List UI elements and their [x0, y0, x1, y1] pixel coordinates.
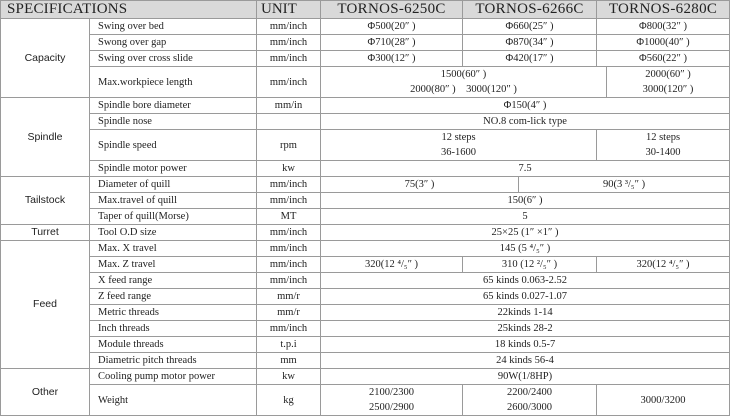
table-row [1, 225, 730, 241]
spec-value: Φ1000(40″ ) [597, 35, 730, 51]
spec-value: Φ500(20″ ) [321, 19, 463, 35]
spec-unit: MT [257, 209, 321, 225]
table-row [1, 161, 730, 177]
spec-unit: mm/inch [257, 67, 321, 98]
spec-value [597, 130, 730, 161]
spec-label: Swing over cross slide [90, 51, 257, 67]
spec-value: Φ150(4″ ) [321, 98, 730, 114]
spec-value [321, 130, 597, 161]
value-line: 12 steps [441, 132, 476, 143]
value-line: 2000(60″ ) [645, 69, 691, 80]
spec-unit [257, 114, 321, 130]
category-turret: Turret [1, 225, 90, 241]
spec-unit: mm [257, 353, 321, 369]
spec-value: 310 (12 ²/₅″ ) [463, 257, 597, 273]
table-row [1, 241, 730, 257]
spec-value: 75(3″ ) [321, 177, 519, 193]
spec-value: 320(12 ⁴/₅″ ) [597, 257, 730, 273]
spec-value: 25kinds 28-2 [321, 321, 730, 337]
spec-unit: mm/r [257, 305, 321, 321]
spec-unit: t.p.i [257, 337, 321, 353]
spec-value: Φ300(12″ ) [321, 51, 463, 67]
spec-value: Φ660(25″ ) [463, 19, 597, 35]
spec-label: Max.workpiece length [90, 67, 257, 98]
spec-value [321, 67, 607, 98]
table-row [1, 51, 730, 67]
value-line: 2200/2400 [507, 387, 552, 398]
category-tailstock: Tailstock [1, 177, 90, 225]
spec-unit: mm/inch [257, 273, 321, 289]
header-row [1, 1, 730, 19]
category-capacity: Capacity [1, 19, 90, 98]
spec-label: Spindle bore diameter [90, 98, 257, 114]
model-6266c-header: TORNOS-6266C [463, 1, 597, 19]
value-line: 2500/2900 [369, 402, 414, 413]
spec-value: 90(3 ³/₅″ ) [519, 177, 730, 193]
spec-value: 90W(1/8HP) [321, 369, 730, 385]
spec-label: Inch threads [90, 321, 257, 337]
spec-value: 22kinds 1-14 [321, 305, 730, 321]
spec-label: Max.travel of quill [90, 193, 257, 209]
spec-label: Taper of quill(Morse) [90, 209, 257, 225]
spec-value: 65 kinds 0.063-2.52 [321, 273, 730, 289]
spec-value: 145 (5 ⁴/₅″ ) [321, 241, 730, 257]
spec-value [463, 385, 597, 416]
table-row [1, 273, 730, 289]
spec-value: 3000/3200 [597, 385, 730, 416]
spec-label: Max. X travel [90, 241, 257, 257]
table-row [1, 130, 730, 161]
spec-value: Φ420(17″ ) [463, 51, 597, 67]
model-6250c-header: TORNOS-6250C [321, 1, 463, 19]
spec-label: Module threads [90, 337, 257, 353]
value-line: 1500(60″ ) [440, 69, 487, 80]
spec-value [607, 67, 730, 98]
spec-label: Spindle motor power [90, 161, 257, 177]
unit-header: UNIT [257, 1, 321, 19]
spec-label: Metric threads [90, 305, 257, 321]
table-row [1, 19, 730, 35]
spec-value: 320(12 ⁴/₅″ ) [321, 257, 463, 273]
spec-value: Φ870(34″ ) [463, 35, 597, 51]
spec-unit: mm/inch [257, 35, 321, 51]
spec-unit: mm/inch [257, 321, 321, 337]
table-row [1, 305, 730, 321]
spec-label: Swong over gap [90, 35, 257, 51]
specifications-header: SPECIFICATIONS [1, 1, 257, 19]
table-row [1, 321, 730, 337]
spec-value [321, 385, 463, 416]
spec-unit: kw [257, 161, 321, 177]
table-row [1, 177, 730, 193]
spec-unit: mm/inch [257, 19, 321, 35]
category-spindle: Spindle [1, 98, 90, 177]
spec-value: Φ560(22″ ) [597, 51, 730, 67]
value-line: 2600/3000 [507, 402, 552, 413]
category-feed: Feed [1, 241, 90, 369]
value-line: 3000(120″ ) [642, 84, 694, 95]
table-row [1, 337, 730, 353]
spec-value: 5 [321, 209, 730, 225]
spec-value: 18 kinds 0.5-7 [321, 337, 730, 353]
spec-label: Swing over bed [90, 19, 257, 35]
spec-unit: mm/inch [257, 257, 321, 273]
spec-unit: mm/inch [257, 241, 321, 257]
spec-value: 150(6″ ) [321, 193, 730, 209]
spec-value: 25×25 (1″ ×1″ ) [321, 225, 730, 241]
spec-label: Cooling pump motor power [90, 369, 257, 385]
spec-unit: mm/inch [257, 225, 321, 241]
spec-label: Spindle speed [90, 130, 257, 161]
spec-value: 24 kinds 56-4 [321, 353, 730, 369]
table-row [1, 257, 730, 273]
table-row [1, 35, 730, 51]
model-6280c-header: TORNOS-6280C [597, 1, 730, 19]
spec-unit: kg [257, 385, 321, 416]
table-row [1, 289, 730, 305]
spec-value: 65 kinds 0.027-1.07 [321, 289, 730, 305]
value-line: 12 steps [645, 132, 681, 143]
value-line: 2100/2300 [369, 387, 414, 398]
spec-label: Weight [90, 385, 257, 416]
spec-unit: mm/r [257, 289, 321, 305]
spec-unit: kw [257, 369, 321, 385]
spec-unit: rpm [257, 130, 321, 161]
spec-unit: mm/inch [257, 51, 321, 67]
spec-label: Diametric pitch threads [90, 353, 257, 369]
spec-label: Diameter of quill [90, 177, 257, 193]
spec-label: X feed range [90, 273, 257, 289]
spec-unit: mm/in [257, 98, 321, 114]
value-line: 30-1400 [645, 147, 681, 158]
spec-label: Tool O.D size [90, 225, 257, 241]
table-row [1, 369, 730, 385]
table-row [1, 114, 730, 130]
table-row [1, 98, 730, 114]
value-line: 36-1600 [441, 147, 477, 158]
spec-value: 7.5 [321, 161, 730, 177]
spec-value: Φ710(28″ ) [321, 35, 463, 51]
spec-label: Spindle nose [90, 114, 257, 130]
category-other: Other [1, 369, 90, 416]
table-row [1, 67, 730, 98]
spec-label: Z feed range [90, 289, 257, 305]
table-row [1, 385, 730, 416]
table-row [1, 209, 730, 225]
spec-value: NO.8 com-lick type [321, 114, 730, 130]
table-row [1, 193, 730, 209]
spec-unit: mm/inch [257, 193, 321, 209]
spec-unit: mm/inch [257, 177, 321, 193]
table-row [1, 353, 730, 369]
value-line: 2000(80″ ) 3000(120″ ) [410, 84, 517, 95]
spec-label: Max. Z travel [90, 257, 257, 273]
spec-value: Φ800(32″ ) [597, 19, 730, 35]
